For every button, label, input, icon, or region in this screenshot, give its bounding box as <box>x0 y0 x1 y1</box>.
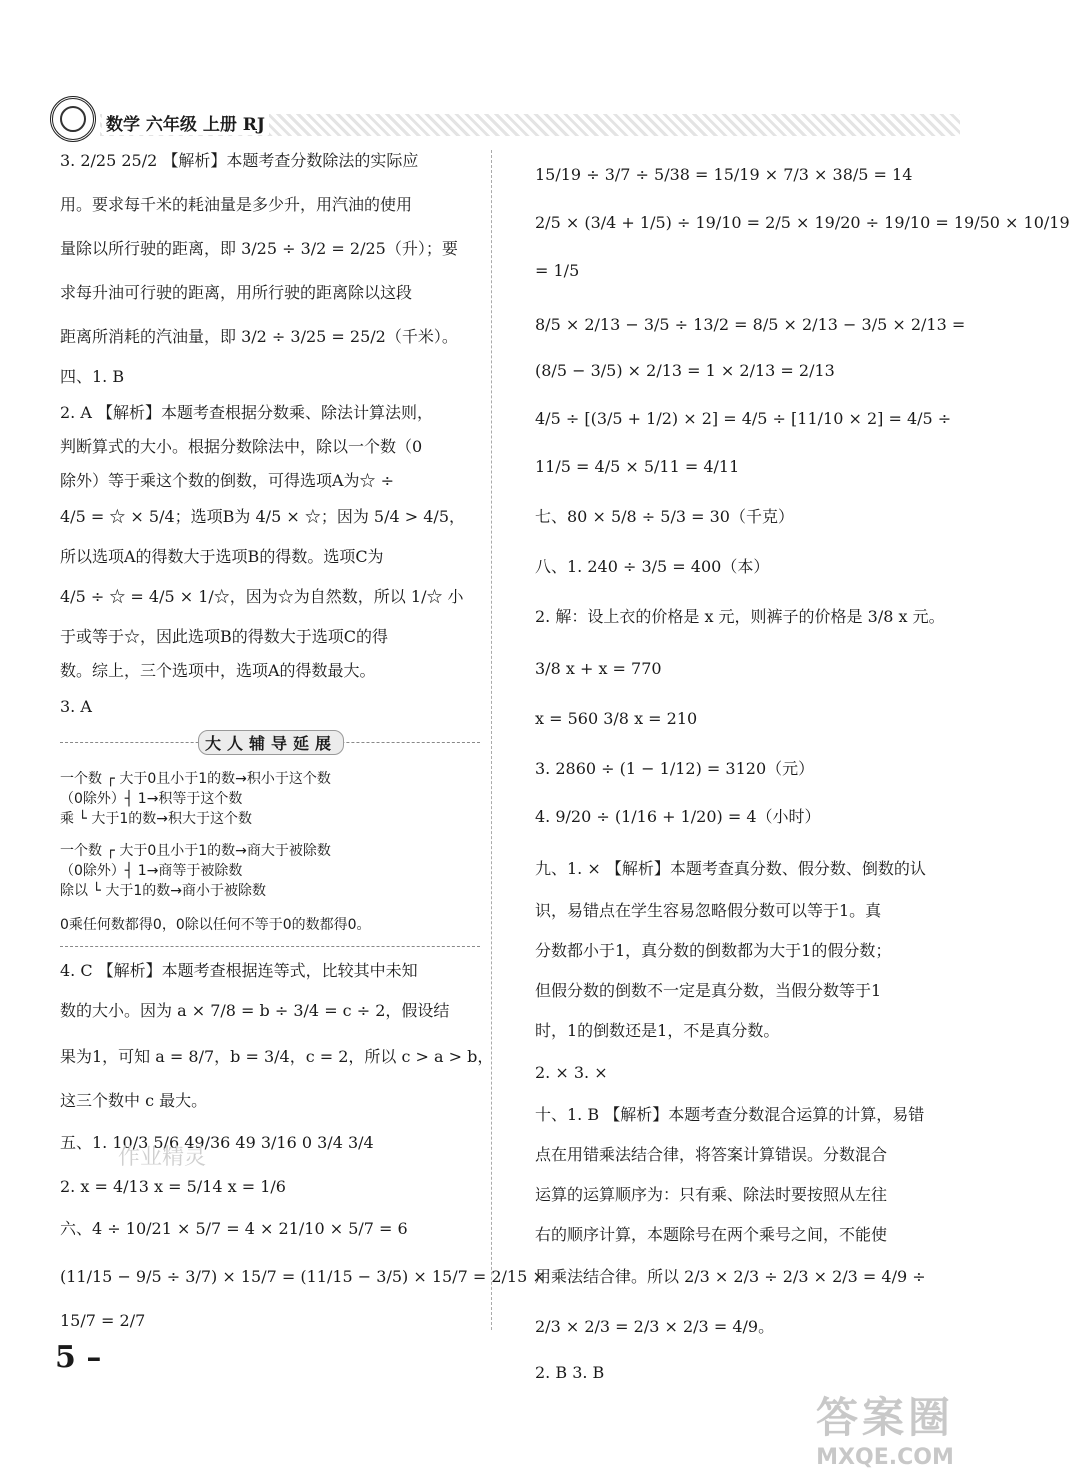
text-line: 识，易错点在学生容易忽略假分数可以等于1。真 <box>535 901 882 920</box>
text-line: x = 560 3/8 x = 210 <box>535 709 698 728</box>
text-line: 九、1. × 【解析】本题考查真分数、假分数、倒数的认 <box>535 859 926 878</box>
text-line: 用。要求每千米的耗油量是多少升，用汽油的使用 <box>60 195 413 214</box>
text-line: 2/5 × (3/4 + 1/5) ÷ 19/10 = 2/5 × 19/20 ÷ 19/10 = 19/50 × 10/19 <box>535 213 1070 232</box>
tip-line: 一个数 ┌ 大于0且小于1的数→商大于被除数 <box>60 843 331 859</box>
text-line: 这三个数中 c 最大。 <box>60 1091 208 1110</box>
text-line: 四、1. B <box>60 367 125 386</box>
text-line: 3. A <box>60 697 92 716</box>
text-line: 8/5 × 2/13 − 3/5 ÷ 13/2 = 8/5 × 2/13 − 3/5 × 2/13 = <box>535 315 966 334</box>
text-line: 除外）等于乘这个数的倒数，可得选项A为☆ ÷ <box>60 471 395 490</box>
text-line: (8/5 − 3/5) × 2/13 = 1 × 2/13 = 2/13 <box>535 361 835 380</box>
text-line: 4/5 ÷ ☆ = 4/5 × 1/☆，因为☆为自然数，所以 1/☆ 小 <box>60 587 464 606</box>
text-line: 八、1. 240 ÷ 3/5 = 400（本） <box>535 557 770 576</box>
text-line: 4. C 【解析】本题考查根据连等式，比较其中未知 <box>60 961 418 980</box>
text-line: 2. B 3. B <box>535 1363 605 1382</box>
text-line: 用乘法结合律。所以 2/3 × 2/3 ÷ 2/3 × 2/3 = 4/9 ÷ <box>535 1267 926 1286</box>
page-header <box>40 96 960 146</box>
text-line: 五、1. 10/3 5/6 49/36 49 3/16 0 3/4 3/4 <box>60 1133 374 1152</box>
text-line: 11/5 = 4/5 × 5/11 = 4/11 <box>535 457 740 476</box>
text-line: 但假分数的倒数不一定是真分数，当假分数等于1 <box>535 981 882 1000</box>
text-line: 15/19 ÷ 3/7 ÷ 5/38 = 15/19 × 7/3 × 38/5 = 14 <box>535 165 913 184</box>
text-line: 数的大小。因为 a × 7/8 = b ÷ 3/4 = c ÷ 2，假设结 <box>60 1001 450 1020</box>
text-line: 右的顺序计算，本题除号在两个乘号之间，不能使 <box>535 1225 888 1244</box>
text-line: 于或等于☆，因此选项B的得数大于选项C的得 <box>60 627 389 646</box>
section-title: 大人辅导延展 <box>60 730 480 754</box>
text-line: 六、4 ÷ 10/21 × 5/7 = 4 × 21/10 × 5/7 = 6 <box>60 1219 408 1238</box>
text-line: 2. × 3. × <box>535 1063 608 1082</box>
text-line: 运算的运算顺序为：只有乘、除法时要按照从左往 <box>535 1185 888 1204</box>
text-line: 数。综上，三个选项中，选项A的得数最大。 <box>60 661 376 680</box>
text-line: 3. 2/25 25/2 【解析】本题考查分数除法的实际应 <box>60 151 419 170</box>
header-title: 数学 六年级 上册 RJ <box>102 110 269 135</box>
book-logo-icon <box>50 96 96 142</box>
text-line: 15/7 = 2/7 <box>60 1311 146 1330</box>
text-line: = 1/5 <box>535 261 580 280</box>
text-line: 果为1，可知 a = 8/7，b = 3/4，c = 2，所以 c > a > b， <box>60 1047 494 1066</box>
tip-line: 一个数 ┌ 大于0且小于1的数→积小于这个数 <box>60 771 331 787</box>
text-line: 所以选项A的得数大于选项B的得数。选项C为 <box>60 547 384 566</box>
text-line: 七、80 × 5/8 ÷ 5/3 = 30（千克） <box>535 507 794 526</box>
tip-line: 除以 └ 大于1的数→商小于被除数 <box>60 883 266 899</box>
text-line: 4. 9/20 ÷ (1/16 + 1/20) = 4（小时） <box>535 807 821 826</box>
section-rule <box>60 946 480 947</box>
text-line: 3/8 x + x = 770 <box>535 659 662 678</box>
column-divider <box>491 150 492 1330</box>
text-line: 距离所消耗的汽油量，即 3/2 ÷ 3/25 = 25/2（千米）。 <box>60 327 458 346</box>
text-line: 量除以所行驶的距离，即 3/25 ÷ 3/2 = 2/25（升）；要 <box>60 239 458 258</box>
watermark: 答案圈 MXQE.COM <box>815 1393 954 1470</box>
text-line: 时，1的倒数还是1，不是真分数。 <box>535 1021 780 1040</box>
text-line: 2. A 【解析】本题考查根据分数乘、除法计算法则， <box>60 403 433 422</box>
tip-line: （0除外）┤ 1→商等于被除数 <box>60 863 243 879</box>
text-line: 4/5 = ☆ × 5/4；选项B为 4/5 × ☆；因为 5/4 > 4/5， <box>60 507 465 526</box>
text-line: 判断算式的大小。根据分数除法中，除以一个数（0 <box>60 437 423 456</box>
page-number: 5 – <box>55 1340 102 1375</box>
text-line: (11/15 − 9/5 ÷ 3/7) × 15/7 = (11/15 − 3/5) × 15/7 = 2/15 × <box>60 1267 546 1286</box>
text-line: 2/3 × 2/3 = 2/3 × 2/3 = 4/9。 <box>535 1317 775 1336</box>
tip-line: 0乘任何数都得0，0除以任何不等于0的数都得0。 <box>60 917 371 933</box>
text-line: 求每升油可行驶的距离，用所行驶的距离除以这段 <box>60 283 413 302</box>
text-line: 2. 解：设上衣的价格是 x 元，则裤子的价格是 3/8 x 元。 <box>535 607 945 626</box>
tip-line: 乘 └ 大于1的数→积大于这个数 <box>60 811 252 827</box>
text-line: 点在用错乘法结合律，将答案计算错误。分数混合 <box>535 1145 888 1164</box>
text-line: 3. 2860 ÷ (1 − 1/12) = 3120（元） <box>535 759 815 778</box>
tip-line: （0除外）┤ 1→积等于这个数 <box>60 791 243 807</box>
stamp: 作业精灵 <box>118 1145 207 1170</box>
text-line: 分数都小于1，真分数的倒数都为大于1的假分数； <box>535 941 892 960</box>
text-line: 十、1. B 【解析】本题考查分数混合运算的计算，易错 <box>535 1105 925 1124</box>
text-line: 4/5 ÷ [(3/5 + 1/2) × 2] = 4/5 ÷ [11/10 × 2] = 4/5 ÷ <box>535 409 952 428</box>
text-line: 2. x = 4/13 x = 5/14 x = 1/6 <box>60 1177 286 1196</box>
